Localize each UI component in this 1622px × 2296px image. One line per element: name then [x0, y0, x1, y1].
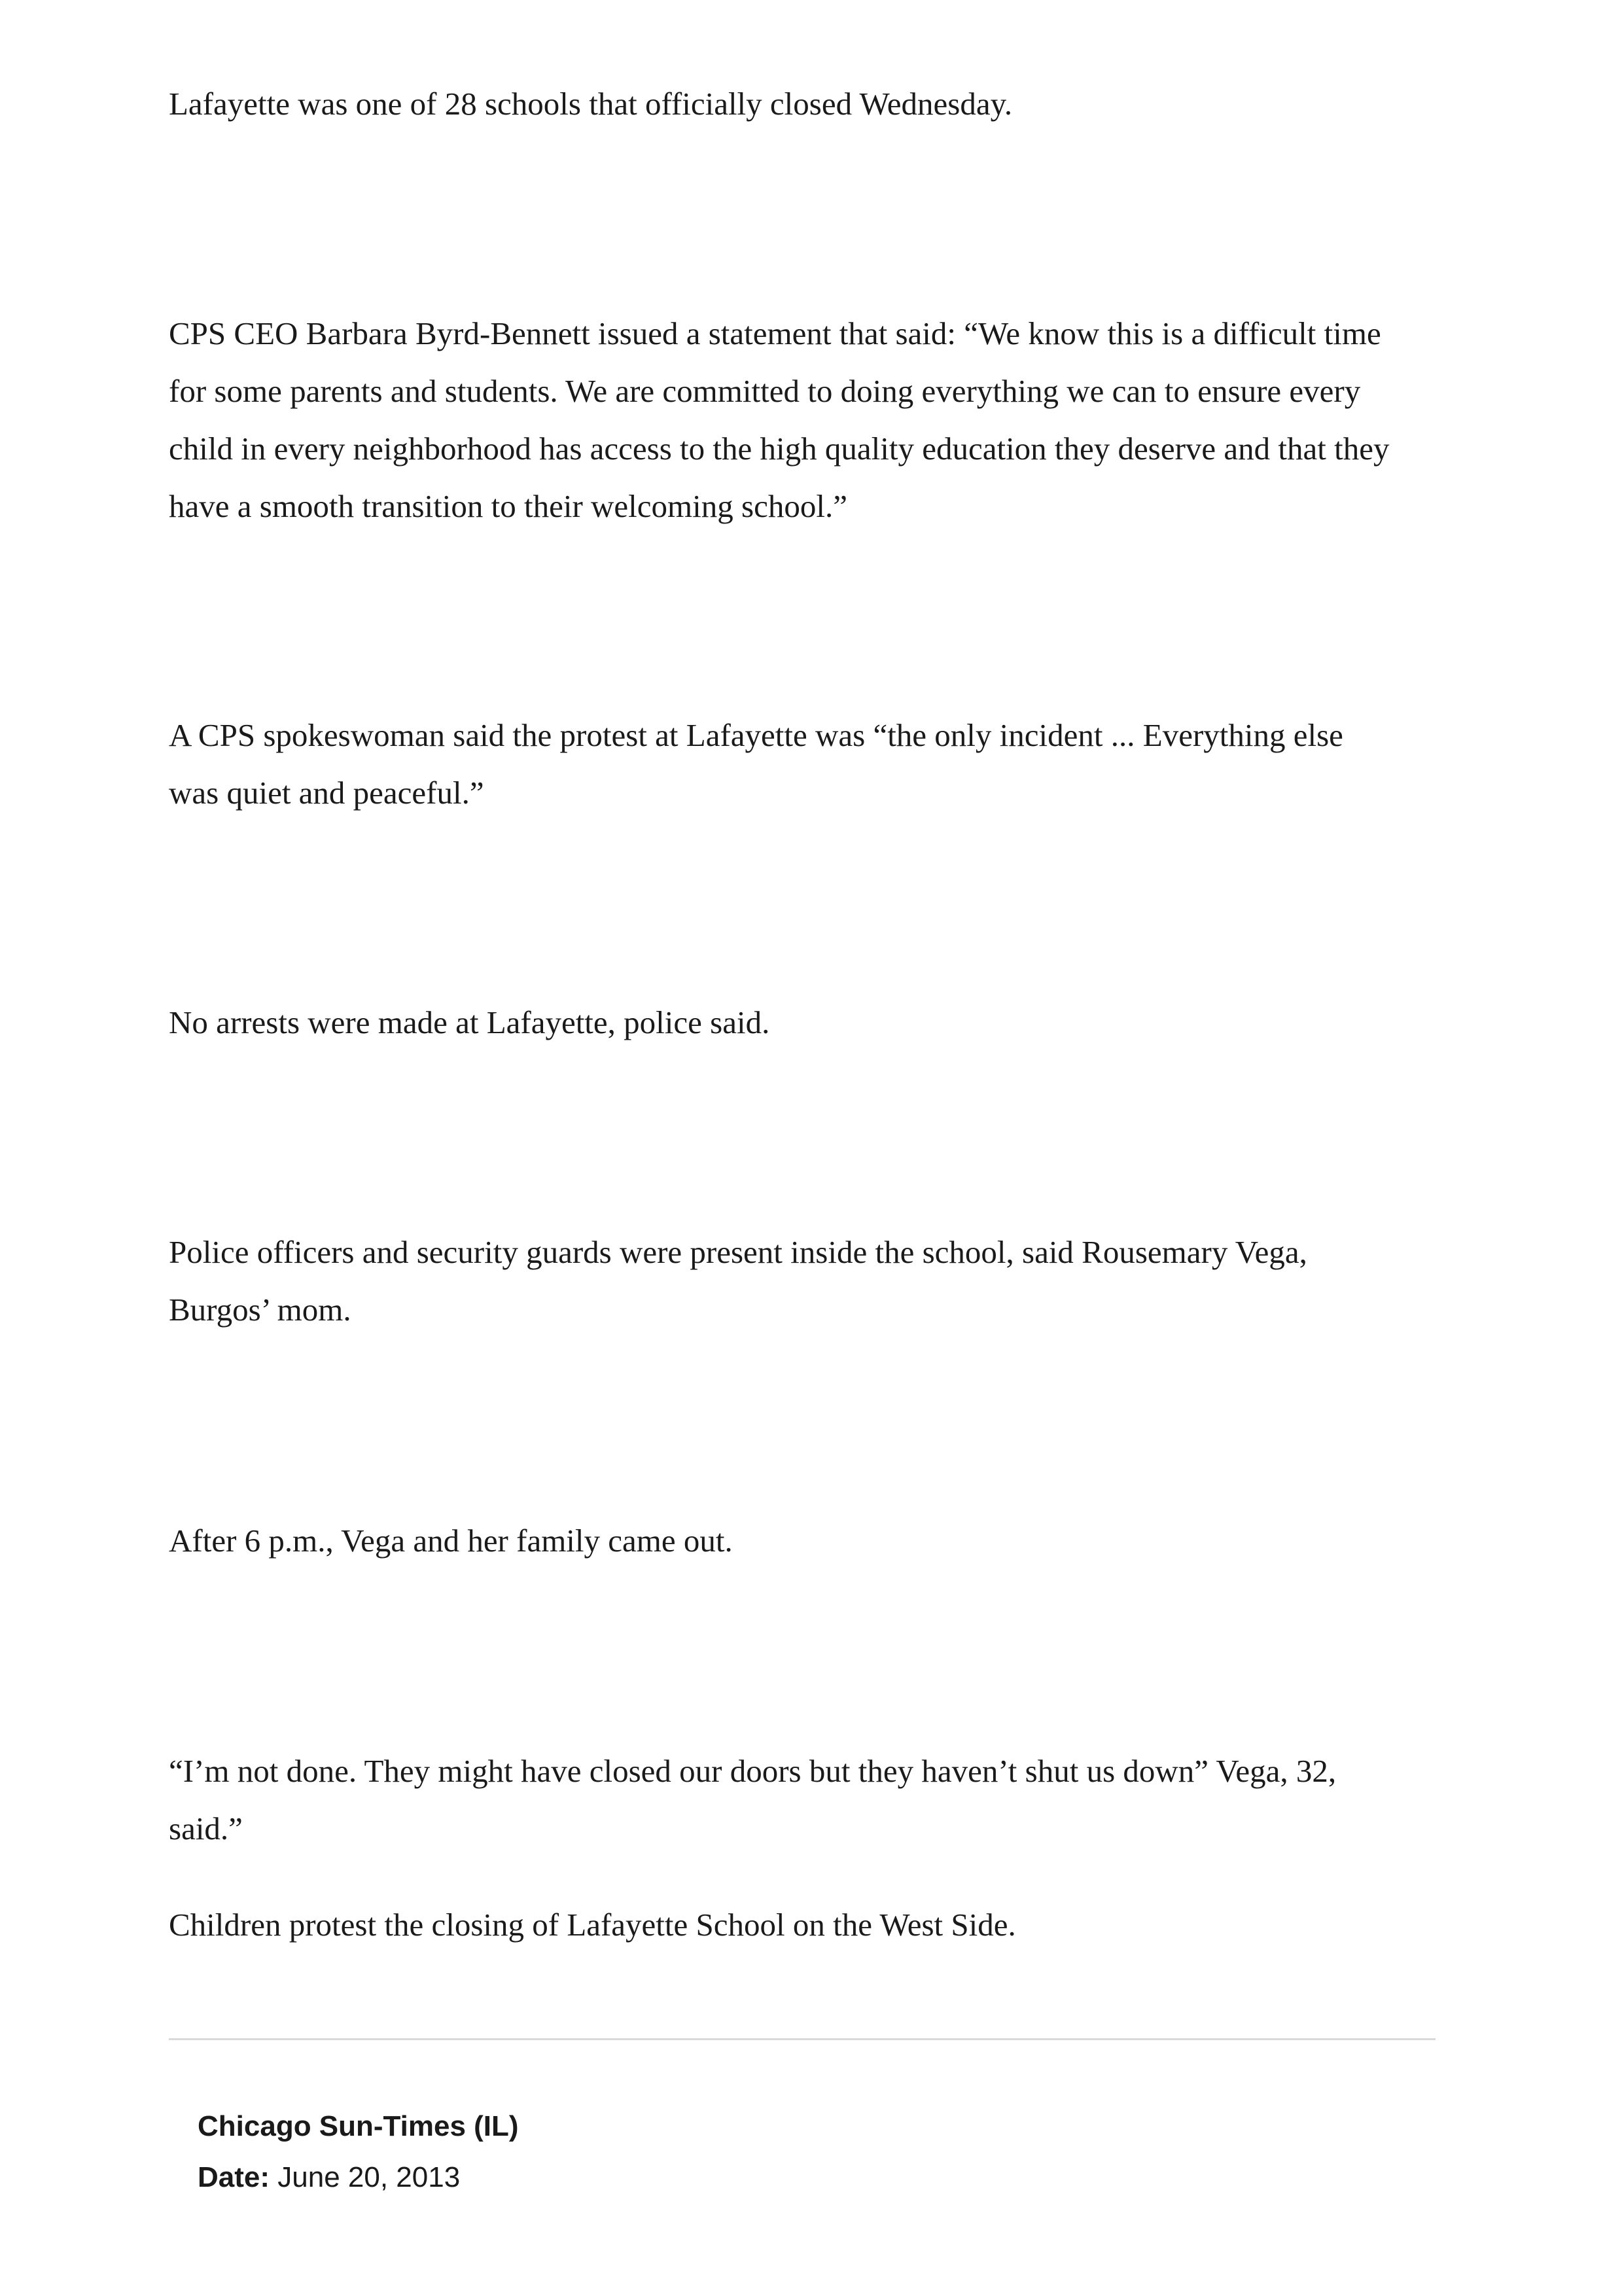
paragraph-ceo-statement: [169, 305, 1438, 535]
footer-divider: [169, 2038, 1436, 2040]
text-line: Burgos’ mom.: [169, 1292, 351, 1328]
paragraph-police-present: [169, 1224, 1438, 1339]
paragraph-no-arrests: [169, 994, 1438, 1051]
text-line: CPS CEO Barbara Byrd-Bennett issued a statement that said: “We know this is a difficult time: [169, 315, 1381, 351]
publication-date: [198, 2159, 460, 2196]
text-line: A CPS spokeswoman said the protest at Lafayette was “the only incident ... Everything else: [169, 717, 1343, 753]
text-line: child in every neighborhood has access to the high quality education they deserve and that they: [169, 431, 1390, 467]
text-line: Lafayette was one of 28 schools that officially closed Wednesday.: [169, 86, 1013, 122]
paragraph-vega-came-out: [169, 1512, 1438, 1570]
text-line: Police officers and security guards were present inside the school, said Rousemary Vega,: [169, 1234, 1307, 1270]
text-line: No arrests were made at Lafayette, police said.: [169, 1004, 770, 1040]
text-line: was quiet and peaceful.”: [169, 775, 484, 811]
text-line: have a smooth transition to their welcoming school.”: [169, 488, 847, 524]
paragraph-spokeswoman: [169, 707, 1438, 822]
photo-caption: [169, 1896, 1438, 1954]
text-line: “I’m not done. They might have closed our doors but they haven’t shut us down” Vega, 32,: [169, 1753, 1337, 1789]
source-name: Chicago Sun-Times (IL): [198, 2110, 519, 2142]
paragraph-vega-quote: [169, 1742, 1438, 1858]
text-line: said.”: [169, 1810, 243, 1846]
text-line: Children protest the closing of Lafayette School on the West Side.: [169, 1907, 1016, 1943]
date-label: Date:: [198, 2161, 270, 2193]
text-line: After 6 p.m., Vega and her family came out.: [169, 1523, 733, 1559]
text-line: for some parents and students. We are committed to doing everything we can to ensure every: [169, 373, 1361, 409]
paragraph-closed-schools: [169, 75, 1438, 133]
date-value: June 20, 2013: [277, 2161, 461, 2193]
